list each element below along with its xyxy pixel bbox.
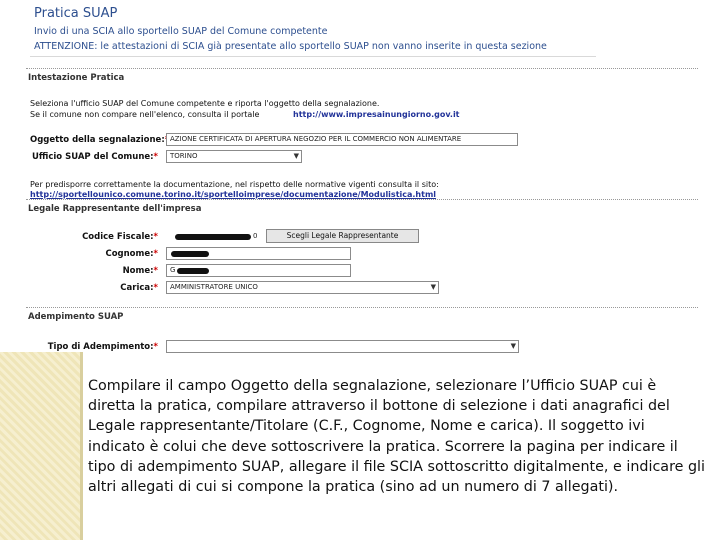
instruction-text: Compilare il campo Oggetto della segnalazione, selezionare l’Ufficio SUAP cui è diretta la pratica, compilare attraverso il bottone di selezione i dati anagrafici del Legale rappresentante/Titolare (C.F., Cognome, Nome e carica). Il soggetto ivi indicato è colui che deve sottoscrivere la pratica. Scorrere la pagina per indicare il tipo di adempimento SUAP, allegare il file SCIA sottoscritto digitalmente, e indicare gli altri allegati di cui si compone la pratica (sino ad un numero di 7 allegati). xyxy=(88,378,705,496)
warning-line: ATTENZIONE: le attestazioni di SCIA già presentate allo sportello SUAP non vanno inserite in questa sezione xyxy=(34,41,547,52)
dropdown-arrow-icon: ▼ xyxy=(430,283,436,291)
ufficio-label: Ufficio SUAP del Comune:* xyxy=(31,152,158,162)
nome-label: Nome:* xyxy=(122,266,158,276)
oggetto-input[interactable]: AZIONE CERTIFICATA DI APERTURA NEGOZIO PER IL COMMERCIO NON ALIMENTARE xyxy=(166,133,518,146)
carica-label: Carica:* xyxy=(120,283,158,293)
decorative-strip xyxy=(0,352,80,540)
documentation-note: Per predisporre correttamente la documentazione, nel rispetto delle normative vigenti consulta il sito: xyxy=(30,180,439,189)
redacted-value xyxy=(175,234,251,240)
section-title-adempimento: Adempimento SUAP xyxy=(28,312,124,322)
dropdown-arrow-icon: ▼ xyxy=(510,342,516,350)
page-title: Pratica SUAP xyxy=(34,6,118,21)
info-text: Seleziona l'ufficio SUAP del Comune competente e riporta l'oggetto della segnalazione. xyxy=(30,99,380,108)
oggetto-label: Oggetto della segnalazione: xyxy=(30,135,165,145)
section-divider xyxy=(26,307,698,308)
tipo-adempimento-select[interactable] xyxy=(166,340,519,353)
cf-input[interactable]: 0 xyxy=(166,230,263,243)
portal-link[interactable]: http://www.impresainungiorno.gov.it xyxy=(293,110,460,119)
info-text-portal: Se il comune non compare nell'elenco, consulta il portale xyxy=(30,110,260,119)
nome-input[interactable]: G xyxy=(166,264,351,277)
section-divider xyxy=(26,199,698,200)
decorative-strip-edge xyxy=(80,352,83,540)
carica-select[interactable]: AMMINISTRATORE UNICO ▼ xyxy=(166,281,439,294)
cognome-label: Cognome:* xyxy=(105,249,158,259)
section-divider xyxy=(26,68,698,69)
scegli-legale-button[interactable]: Scegli Legale Rappresentante xyxy=(266,229,419,243)
redacted-value xyxy=(171,251,209,257)
tipo-adempimento-label: Tipo di Adempimento:* xyxy=(47,342,158,352)
section-title-legale: Legale Rappresentante dell'impresa xyxy=(28,204,202,214)
ufficio-select[interactable]: TORINO ▼ xyxy=(166,150,302,163)
cf-label: Codice Fiscale:* xyxy=(82,232,158,242)
dropdown-arrow-icon: ▼ xyxy=(293,152,299,160)
title-divider xyxy=(30,56,596,57)
cognome-input[interactable] xyxy=(166,247,351,260)
documentation-link[interactable]: http://sportellounico.comune.torino.it/sportelloimprese/documentazione/Modulistica.html xyxy=(30,190,437,199)
subtitle-line: Invio di una SCIA allo sportello SUAP del Comune competente xyxy=(34,26,328,37)
redacted-value xyxy=(177,268,209,274)
section-title-intestazione: Intestazione Pratica xyxy=(28,73,125,83)
